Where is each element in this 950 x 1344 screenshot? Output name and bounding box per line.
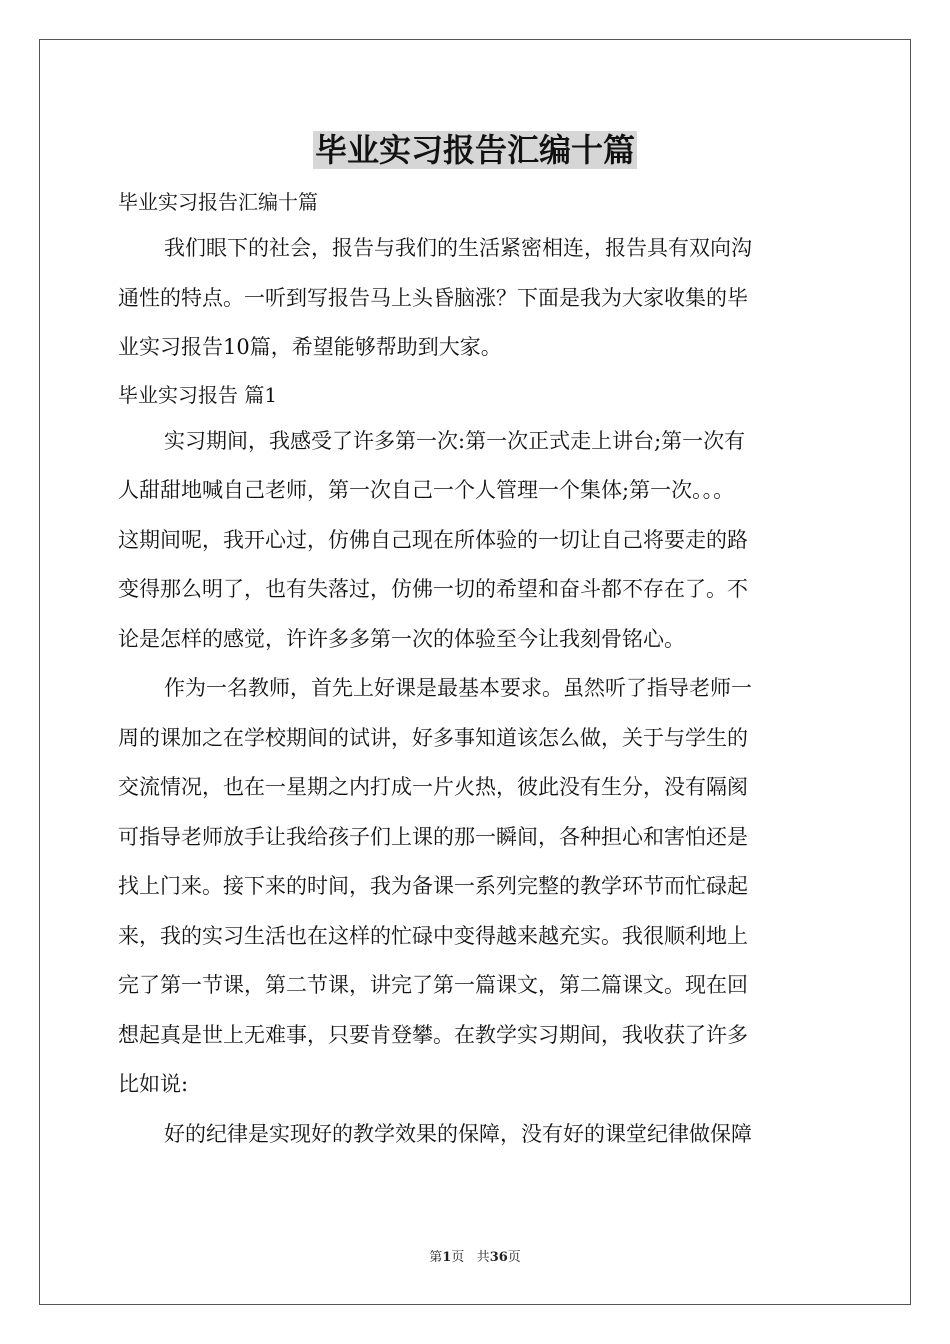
- intro-paragraph: [118, 224, 832, 373]
- section-heading: 毕业实习报告 篇1: [118, 382, 278, 407]
- document-title-text: 毕业实习报告汇编十篇: [314, 131, 635, 169]
- paragraph-line: 人甜甜地喊自己老师，第一次自己一个人管理一个集体;第一次。。。: [118, 478, 735, 502]
- paragraph-line: 我们眼下的社会，报告与我们的生活紧密相连，报告具有双向沟: [164, 236, 752, 260]
- paragraph-line: 交流情况，也在一星期之内打成一片火热，彼此没有生分，没有隔阂: [118, 775, 748, 799]
- document-subtitle: 毕业实习报告汇编十篇: [118, 190, 318, 214]
- total-prefix: 共: [476, 1250, 490, 1265]
- document-title: [0, 128, 950, 172]
- paragraph-line: 来，我的实习生活也在这样的忙碌中变得越来越充实。我很顺利地上: [118, 923, 748, 948]
- total-suffix: 页: [507, 1250, 521, 1265]
- paragraph-line: 想起真是世上无难事，只要肯登攀。在教学实习期间，我收获了许多: [118, 1022, 748, 1047]
- page-number: 1: [442, 1250, 452, 1265]
- paragraph-line: 好的纪律是实现好的教学效果的保障，没有好的课堂纪律做保障: [164, 1121, 752, 1146]
- paragraph-line: 找上门来。接下来的时间，我为备课一系列完整的教学环节而忙碌起: [118, 874, 748, 898]
- paragraph-line: 比如说:: [118, 1072, 189, 1096]
- paragraph-line: 通性的特点。一听到写报告马上头昏脑涨？下面是我为大家收集的毕: [118, 285, 748, 310]
- paragraph-line: 可指导老师放手让我给孩子们上课的那一瞬间，各种担心和害怕还是: [118, 824, 748, 849]
- paragraph-line: 论是怎样的感觉，许许多多第一次的体验至今让我刻骨铭心。: [118, 626, 685, 651]
- body-paragraph-1: [118, 417, 832, 665]
- paragraph-line: 这期间呢，我开心过，仿佛自己现在所体验的一切让自己将要走的路: [118, 527, 748, 552]
- paragraph-line: 作为一名教师，首先上好课是最基本要求。虽然听了指导老师一: [164, 676, 752, 700]
- document-body: [118, 180, 832, 1159]
- page-footer: [0, 1246, 950, 1265]
- total-pages: 36: [489, 1250, 508, 1265]
- page-suffix: 页: [451, 1250, 465, 1265]
- body-paragraph-3: [118, 1110, 832, 1160]
- body-paragraph-2: [118, 664, 832, 1110]
- paragraph-line: 实习期间，我感受了许多第一次:第一次正式走上讲台;第一次有: [164, 428, 746, 453]
- paragraph-line: 变得那么明了，也有失落过，仿佛一切的希望和奋斗都不存在了。不: [118, 577, 748, 601]
- paragraph-line: 业实习报告10篇，希望能够帮助到大家。: [118, 335, 502, 359]
- paragraph-line: 完了第一节课，第二节课，讲完了第一篇课文，第二篇课文。现在回: [118, 973, 748, 997]
- page-prefix: 第: [429, 1250, 443, 1265]
- paragraph-line: 周的课加之在学校期间的试讲，好多事知道该怎么做，关于与学生的: [118, 725, 748, 750]
